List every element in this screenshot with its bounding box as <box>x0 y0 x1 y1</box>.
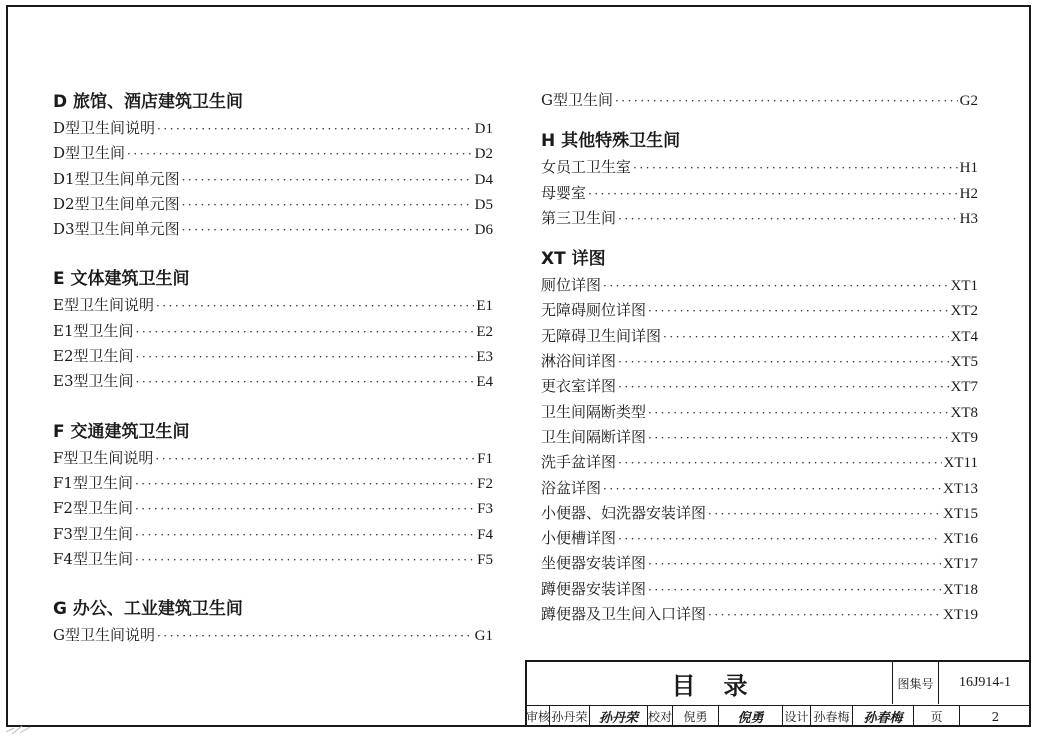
dot-leader <box>663 325 948 350</box>
dot-leader <box>648 552 941 577</box>
checker-name: 倪勇 <box>673 706 719 727</box>
toc-entry[interactable] <box>541 273 978 298</box>
toc-entry-text: E2型卫生间 <box>53 347 134 366</box>
toc-entry-text: D3型卫生间单元图 <box>53 220 180 239</box>
dot-leader <box>157 117 473 142</box>
toc-entry-code: F1 <box>477 450 493 467</box>
section-gap <box>541 231 978 245</box>
toc-entry-code: XT15 <box>943 505 978 522</box>
designer-name: 孙春梅 <box>811 706 853 727</box>
toc-section <box>541 231 978 627</box>
toc-entry-text: 无障碍卫生间详图 <box>541 326 662 345</box>
dot-leader <box>648 426 948 451</box>
toc-entry-code: G1 <box>474 628 493 645</box>
toc-entry-code: G2 <box>959 93 978 109</box>
toc-entry-code: D4 <box>474 171 493 188</box>
toc-entry-text: 蹲便器及卫生间入口详图 <box>541 605 707 624</box>
toc-entry-text: D型卫生间 <box>53 144 126 163</box>
toc-entry[interactable] <box>541 324 978 349</box>
toc-entry[interactable] <box>541 602 978 627</box>
toc-entry[interactable] <box>541 298 978 323</box>
title-block-top <box>527 662 1031 706</box>
dot-leader <box>135 548 475 573</box>
toc-entry-code: F3 <box>477 501 493 518</box>
section-heading: E 文体建筑卫生间 <box>53 269 190 290</box>
toc-entry-code: XT5 <box>950 354 978 371</box>
toc-entry-code: E4 <box>476 374 493 391</box>
toc-entry-text: F型卫生间说明 <box>53 448 154 467</box>
toc-entry-text: E3型卫生间 <box>53 372 134 391</box>
section-gap <box>53 395 493 418</box>
toc-entry[interactable] <box>541 450 978 475</box>
toc-entry-code: D6 <box>474 222 493 239</box>
toc-entry-text: 女员工卫生室 <box>541 158 632 177</box>
toc-entry[interactable] <box>541 425 978 450</box>
toc-entry[interactable] <box>53 116 493 141</box>
dot-leader <box>618 207 958 232</box>
toc-entry-text: 母婴室 <box>541 183 587 202</box>
toc-entry[interactable] <box>541 181 978 206</box>
toc-entry-text: 小便槽详图 <box>541 529 617 548</box>
dot-leader <box>648 401 948 426</box>
toc-entry-code: E2 <box>476 323 493 340</box>
toc-entry[interactable] <box>541 551 978 576</box>
toc-entry-text: F3型卫生间 <box>53 524 133 543</box>
toc-entry-text: 卫生间隔断类型 <box>541 402 647 421</box>
toc-entry-code: D1 <box>474 121 493 137</box>
toc-entry-code: D5 <box>474 196 493 213</box>
toc-entry[interactable] <box>541 476 978 501</box>
toc-entry-code: H1 <box>959 160 978 177</box>
toc-entry-text: 蹲便器安装详图 <box>541 579 647 598</box>
dot-leader <box>648 299 948 324</box>
atlas-number: 16J914-1 <box>958 675 1012 690</box>
dot-leader <box>155 447 475 472</box>
section-heading: G 办公、工业建筑卫生间 <box>53 599 243 620</box>
page-number: 2 <box>991 709 1000 724</box>
toc-right-column <box>541 88 978 627</box>
toc-entry-code: XT4 <box>950 328 978 345</box>
toc-entry-text: 更衣室详图 <box>541 377 617 396</box>
reviewer-signature: 孙丹荣 <box>590 706 648 727</box>
toc-entry-code: E1 <box>476 298 493 315</box>
toc-entry[interactable] <box>53 141 493 166</box>
toc-entry-text: D2型卫生间单元图 <box>53 194 180 213</box>
toc-entry-code: XT2 <box>950 303 978 320</box>
toc-entry-code: XT18 <box>943 581 978 598</box>
dot-leader <box>615 89 958 114</box>
dot-leader <box>603 477 941 502</box>
dot-leader <box>135 523 475 548</box>
toc-entry-code: H2 <box>959 185 978 202</box>
toc-entry[interactable] <box>53 167 493 192</box>
toc-entry-code: XT8 <box>950 404 978 421</box>
toc-entry[interactable] <box>541 374 978 399</box>
toc-entry[interactable] <box>541 501 978 526</box>
toc-entry[interactable] <box>541 155 978 180</box>
section-gap <box>53 572 493 595</box>
toc-left-column <box>53 88 493 648</box>
toc-entry-code: F4 <box>477 526 493 543</box>
toc-entry[interactable] <box>53 446 493 471</box>
toc-entry-code: D2 <box>474 146 493 163</box>
toc-entry-text: 小便器、妇洗器安装详图 <box>541 503 707 522</box>
dot-leader <box>708 502 941 527</box>
page-title: 目录 <box>527 662 893 704</box>
dot-leader <box>136 320 475 345</box>
toc-entry-code: XT7 <box>950 379 978 396</box>
toc-entry-code: XT16 <box>943 531 978 548</box>
toc-entry[interactable] <box>541 526 978 551</box>
toc-entry[interactable] <box>53 293 493 318</box>
dot-leader <box>633 156 958 181</box>
toc-entry-text: 厕位详图 <box>541 276 602 295</box>
toc-entry[interactable] <box>53 471 493 496</box>
dot-leader <box>127 142 473 167</box>
checker-signature: 倪勇 <box>719 706 783 727</box>
reviewer-label: 审核 <box>527 706 550 727</box>
dot-leader <box>136 370 475 395</box>
dot-leader <box>182 168 473 193</box>
dot-leader <box>588 182 958 207</box>
section-heading: D 旅馆、酒店建筑卫生间 <box>53 92 244 112</box>
toc-entry[interactable] <box>53 344 493 369</box>
toc-entry-code: XT13 <box>943 480 978 497</box>
toc-entry-code: XT1 <box>950 278 978 295</box>
toc-entry[interactable] <box>53 623 493 648</box>
toc-entry[interactable] <box>53 192 493 217</box>
toc-entry[interactable] <box>53 217 493 242</box>
section-gap <box>53 242 493 265</box>
toc-entry[interactable] <box>53 369 493 394</box>
toc-entry-text: E1型卫生间 <box>53 321 134 340</box>
toc-entry-text: 浴盆详图 <box>541 478 602 497</box>
section-heading: H 其他特殊卫生间 <box>541 131 681 152</box>
toc-entry[interactable] <box>53 522 493 547</box>
toc-entry-code: XT19 <box>943 607 978 624</box>
toc-entry-text: 第三卫生间 <box>541 208 617 227</box>
dot-leader <box>618 527 941 552</box>
checker-label: 校对 <box>648 706 673 727</box>
toc-section <box>53 88 493 242</box>
dot-leader <box>156 294 474 319</box>
dot-leader <box>708 603 941 628</box>
toc-entry-text: F2型卫生间 <box>53 499 133 518</box>
toc-entry-code: F2 <box>477 475 493 492</box>
toc-entry[interactable] <box>541 577 978 602</box>
toc-entry-text: 卫生间隔断详图 <box>541 427 647 446</box>
toc-entry[interactable] <box>53 547 493 572</box>
toc-entry[interactable] <box>541 349 978 374</box>
toc-entry-text: F1型卫生间 <box>53 473 133 492</box>
signature-row <box>527 706 1031 727</box>
dot-leader <box>157 624 473 649</box>
designer-label: 设计 <box>783 706 811 727</box>
section-heading: F 交通建筑卫生间 <box>53 421 190 442</box>
toc-section <box>53 242 493 394</box>
dot-leader <box>136 345 475 370</box>
corner-scribble-mark <box>4 722 36 736</box>
toc-entry-text: G型卫生间 <box>541 91 613 109</box>
dot-leader <box>618 350 948 375</box>
toc-right-sections <box>541 113 978 627</box>
section-heading: XT 详图 <box>541 249 606 270</box>
dot-leader <box>618 375 948 400</box>
toc-entry-text: 坐便器安装详图 <box>541 554 647 573</box>
section-gap <box>541 113 978 127</box>
dot-leader <box>603 274 948 299</box>
toc-section <box>53 572 493 648</box>
toc-entry-code: H3 <box>959 210 978 227</box>
toc-entry[interactable] <box>53 496 493 521</box>
toc-section <box>541 113 978 231</box>
dot-leader <box>135 497 475 522</box>
reviewer-name: 孙丹荣 <box>550 706 590 727</box>
page-label: 页 <box>914 706 960 727</box>
dot-leader <box>618 451 942 476</box>
atlas-label: 图集号 <box>893 662 939 704</box>
toc-entry-code: XT9 <box>950 429 978 446</box>
toc-entry[interactable] <box>53 319 493 344</box>
toc-entry-code: XT11 <box>943 455 978 472</box>
toc-entry[interactable] <box>541 400 978 425</box>
toc-entry-text: 洗手盆详图 <box>541 453 617 472</box>
title-block <box>525 660 1031 727</box>
dot-leader <box>648 578 941 603</box>
toc-entry-text: 无障碍厕位详图 <box>541 301 647 320</box>
toc-entry-text: E型卫生间说明 <box>53 296 154 315</box>
toc-entry-text: D1型卫生间单元图 <box>53 169 180 188</box>
toc-entry-code: F5 <box>477 551 493 568</box>
toc-entry-code: E3 <box>476 349 493 366</box>
toc-entry[interactable] <box>541 206 978 231</box>
designer-signature: 孙春梅 <box>853 706 914 727</box>
toc-entry-text: D型卫生间说明 <box>53 119 156 137</box>
dot-leader <box>182 218 473 243</box>
dot-leader <box>135 472 475 497</box>
toc-entry-text: 淋浴间详图 <box>541 352 617 371</box>
toc-entry-text: G型卫生间说明 <box>53 626 155 645</box>
toc-entry-code: XT17 <box>943 556 978 573</box>
toc-entry[interactable] <box>541 88 978 113</box>
toc-entry-text: F4型卫生间 <box>53 549 133 568</box>
dot-leader <box>182 193 473 218</box>
toc-section <box>53 395 493 572</box>
